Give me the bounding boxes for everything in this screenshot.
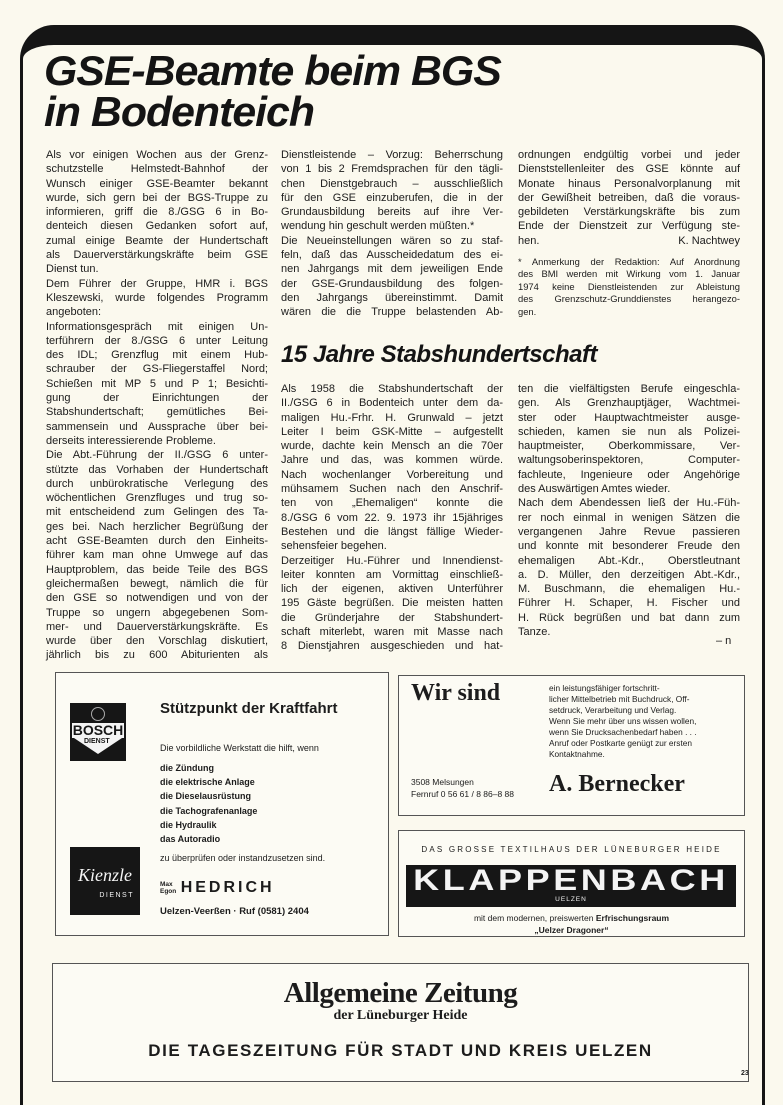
text-line: ges bei. Nach herzlicher Begrüßung der: [46, 520, 268, 533]
text-line: des IDL; Grenzflug mit einem Hub-: [46, 349, 268, 362]
hedrich-address: Uelzen-Veerßen · Ruf (0581) 2404: [160, 906, 309, 917]
text-line: ehemaligen Abt.-Kdr., Oberstleutnant: [518, 554, 740, 567]
final-word: hen.: [518, 234, 540, 247]
text-line: vergangenen Jahre Revue passieren: [518, 525, 740, 538]
text-line: schrauber der GS-Fliegerstaffel Nord;: [46, 363, 268, 376]
hedrich-name-block: [160, 879, 275, 897]
article2-column-1: [281, 382, 503, 654]
text-line: Bestehen und die längst fällige Wieder-: [281, 525, 503, 538]
article2-column-2: [518, 382, 740, 639]
text-line: lich der eigenen, aktiven Unterführer: [281, 583, 503, 596]
text-line: wendung hin geschult werden müßten.*: [281, 220, 475, 233]
text-line: stützte das Vorhaben der Hundertschaft: [46, 463, 268, 476]
hedrich-name: HEDRICH: [180, 879, 275, 896]
text-line: den GSE so notwendigen und von der: [46, 592, 268, 605]
first-name: Max: [160, 881, 173, 888]
text-line: zumal einige Beamte der Hundertschaft: [46, 234, 268, 247]
text-line: des Grenzschutz-Grunddienstes herangezo-: [518, 293, 740, 305]
text-line: terführern der 8./GSG 6 unter Leitung: [46, 334, 268, 347]
ad-line1: [399, 913, 744, 923]
text-line: Als 1958 die Stabshundertschaft der: [281, 383, 503, 395]
text-line: Kleszewski, wurde folgendes Programm: [46, 291, 268, 304]
text-line: Grundausbildung bereits auf ihre Ver-: [281, 206, 503, 219]
ad-text-line: wenn Sie Drucksachenbedarf haben . . .: [549, 727, 697, 737]
text-line: durch unbürokratische Verlegung des: [46, 477, 268, 490]
paragraph: [518, 148, 740, 234]
text-line: wöchentlichen Grenzfluges und trug so-: [46, 492, 268, 505]
text-line: acht GSE-Beamten durch den Einheits-: [46, 535, 268, 548]
text-line: maligen Hu.-Frhr. H. Grunwald – jetzt: [281, 411, 503, 424]
ad-allgemeine-zeitung: [52, 963, 749, 1082]
article1-author: K. Nachtwey: [678, 234, 740, 247]
text-line: der GSE-Grundausbildung des folgen-: [281, 277, 503, 290]
paragraph: [46, 148, 268, 277]
bosch-logo-sub: DIENST: [84, 738, 110, 745]
paragraph: [518, 382, 740, 496]
text-line: wurde, dachte kein Mensch an die 70er: [281, 440, 503, 453]
text-line: Derzeitiger Hu.-Führer und Innendienst-: [281, 554, 503, 567]
ad-outro: zu überprüfen oder instandzusetzen sind.: [160, 853, 326, 863]
text-line: ten von „Ehemaligen“ konnte die: [281, 497, 503, 510]
text-line: gung der Einrichtungen der: [46, 392, 268, 405]
text-line: nen Jahrgangs mit dem jeweiligen Ende: [281, 263, 503, 276]
text-line: ordnungen endgültig vorbei und jeder: [518, 149, 740, 161]
text-line: ster oder Hauptwachtmeister ausge-: [518, 411, 740, 424]
paragraph: [281, 554, 503, 654]
text-line: informieren, griff die 8./GSG 6 in Bo-: [46, 206, 268, 219]
klappenbach-city: UELZEN: [555, 896, 587, 903]
text-line: 8./GSG 6 vom 22. 9. 1973 ihr 15jähriges: [281, 511, 503, 524]
paragraph: [46, 277, 268, 320]
text-line: mer- und Dauerverstärkungskräfte. Es: [46, 620, 268, 633]
text-line: 8 Dienstjahren ausgeschieden und hat-: [281, 640, 503, 653]
ad-company-name: A. Bernecker: [549, 771, 685, 797]
text-line: fachleute, Ingenieure oder Angehörige: [518, 468, 740, 481]
newspaper-subtitle: der Lüneburger Heide: [333, 1008, 468, 1023]
text-line: feln, daß das Ausscheidedatum des ei-: [281, 249, 503, 262]
klappenbach-banner: [406, 865, 736, 907]
text-line: wurde über den Vorschlag diskutiert,: [46, 635, 268, 648]
paragraph: [518, 256, 740, 318]
text-line: 195 Gäste begrüßen. Die meisten hatten: [281, 597, 503, 610]
ad-bernecker: [398, 675, 745, 816]
text-line: Die Abt.-Führung der II./GSG 6 unter-: [46, 449, 268, 462]
ad-text-line: setdruck, Verarbeitung und Verlag.: [549, 705, 677, 715]
text-line: von 1 bis 2 Fremdsprachen für den tägli-: [281, 163, 503, 176]
ad-title: Stützpunkt der Kraftfahrt: [160, 700, 338, 717]
ad-text-line: Wenn Sie mehr über uns wissen wollen,: [549, 716, 697, 726]
paragraph: [281, 148, 503, 234]
text-line: wurde, sich gern bei der BGS-Truppe zu: [46, 191, 268, 204]
paragraph: [281, 234, 503, 320]
article1-signoff: [518, 234, 740, 248]
newspaper-title: Allgemeine Zeitung: [283, 977, 518, 1009]
paragraph: [46, 448, 268, 662]
text-line: Leiter I beim GSK-Mitte – aufgestellt: [281, 425, 503, 438]
text-line: wären die die Truppe belastenden Ab-: [281, 306, 503, 319]
text-line: Nach dem Abendessen ließ der Hu.-Füh-: [518, 497, 740, 510]
ad-line2: „Uelzer Dragoner“: [534, 925, 609, 935]
text-line: gen.: [518, 305, 537, 317]
ad-text-line: Anruf oder Postkarte genügt zur ersten: [549, 738, 692, 748]
text-line: mühsamem Suchen nach den Anschrif-: [281, 483, 503, 496]
bosch-chevron: [74, 738, 122, 754]
text-line: Führer H. Schaper, H. Fischer und: [518, 597, 740, 610]
text-line: als Dauerverstärkungskräfte beim GSE: [46, 249, 268, 262]
ad-klappenbach: [398, 830, 745, 937]
article1-column-2: [281, 148, 503, 320]
signoff-line: [518, 234, 740, 248]
article2-author: – n: [716, 635, 732, 647]
text-line: des BMI werden mit Wirkung vom 1. Januar: [518, 268, 740, 280]
page-number: 23: [741, 1070, 749, 1077]
text-line: angeboten:: [46, 306, 102, 319]
service-item: die Tachografenanlage: [160, 805, 258, 816]
bosch-logo: [70, 703, 126, 761]
text-line: rer noch einmal in wenigen Sätzen die: [518, 511, 740, 524]
text-line: Dienstleistende – Vorzug: Beherrschung: [281, 149, 503, 161]
text-line: Informationsgespräch mit einigen Un-: [46, 320, 268, 333]
text-line: Jahre und das, was kommen würde.: [281, 454, 503, 467]
text-line: des Auswärtigen Amtes wieder.: [518, 483, 671, 496]
text-line: Nach wochenlanger Vorbereitung und: [281, 468, 503, 481]
text-line: leiter konnten am Vormittag einschließ-: [281, 568, 503, 581]
text-line: Truppe so ungern abgegebenen Som-: [46, 606, 268, 619]
newspaper-slogan: DIE TAGESZEITUNG FÜR STADT UND KREIS UELZEN: [148, 1041, 653, 1060]
text-line: führer kam man ohne Umwege auf das: [46, 549, 268, 562]
article2-headline: 15 Jahre Stabshundertschaft: [281, 341, 597, 368]
text-line: Dienststellenleiter des GSE könnte auf: [518, 163, 740, 176]
text-line: * Anmerkung der Redaktion: Auf Anordnung: [518, 256, 740, 267]
service-item: das Autoradio: [160, 834, 221, 845]
text-line: hauptmeister, Oberkommissare, Ver-: [518, 440, 740, 453]
line-bold: Erfrischungsraum: [595, 913, 670, 923]
text-line: jährlich bis zu 600 Abiturienten als: [46, 649, 268, 662]
text-line: Dienst tun.: [46, 263, 99, 276]
ad-text-line: ein leistungsfähiger fortschritt-: [549, 683, 660, 693]
text-line: Dem Führer der Gruppe, HMR i. BGS: [46, 277, 268, 290]
text-line: II./GSG 6 in Bodenteich unter dem da-: [281, 397, 503, 410]
ad-text-line: licher Mittelbetrieb mit Buchdruck, Off-: [549, 694, 690, 704]
ad-phone: Fernruf 0 56 61 / 8 86–8 88: [411, 789, 515, 799]
text-line: schieden, kamen sie nun als Polizei-: [518, 425, 740, 438]
text-line: 1974 keine Dienstleistenden zur Ableistung: [518, 280, 740, 292]
text-line: schaft miterlebt, waren mit Masse nach: [281, 626, 503, 639]
text-line: gebildeten Verstärkungskräfte bis zum: [518, 206, 740, 219]
text-line: die Gründerjahre der Stabshundert-: [281, 611, 503, 624]
ad-text-line: Kontaktnahme.: [549, 749, 605, 759]
text-line: Hauptproblem, das beide Teile des BGS: [46, 563, 268, 576]
article1-column-3: [518, 148, 740, 234]
kienzle-logo: [70, 847, 140, 915]
text-line: mit entscheidend zum Gelingen des Ta-: [46, 506, 268, 519]
text-line: schutzstelle Helmstedt-Bahnhof der: [46, 163, 268, 176]
text-line: und konnte mit besonderer Freude den: [518, 540, 740, 553]
kienzle-logo-sub: DIENST: [99, 892, 134, 899]
text-line: waltungsoberinspektoren, Computer-: [518, 454, 740, 467]
text-line: gleichermaßen bewegt, nämlich die für: [46, 577, 268, 590]
headline-line: in Bodenteich: [44, 88, 314, 135]
text-line: Schießen mit MP 5 und P 1; Besichti-: [46, 377, 268, 390]
text-line: Tanze.: [518, 626, 551, 639]
text-line: für den GSE einzuberufen, die in der: [281, 191, 503, 204]
text-line: derseits interessierende Probleme.: [46, 434, 216, 447]
text-line: Die Neueinstellungen wären so zu staf-: [281, 234, 503, 247]
ad-intro: Die vorbildliche Werkstatt die hilft, wenn: [160, 743, 319, 753]
bosch-logo-text: BOSCH: [72, 722, 124, 738]
text-line: sehensfeier begehen.: [281, 540, 387, 553]
paragraph: [281, 382, 503, 554]
kienzle-logo-text: Kienzle: [78, 865, 132, 885]
text-line: den Jahrgangs übereinstimmt. Damit: [281, 291, 503, 304]
service-item: die Dieselausrüstung: [160, 791, 252, 802]
text-line: gen. Als Grenzhauptjäger, Wachtmei-: [518, 397, 740, 410]
service-item: die Hydraulik: [160, 819, 217, 830]
text-line: Stabshundertschaft; gemütliches Bei-: [46, 406, 268, 419]
headline-line: GSE-Beamte beim BGS: [44, 47, 501, 94]
text-line: Wunsch einiger GSE-Beamter bekannt: [46, 177, 268, 190]
ad-hedrich: [55, 672, 389, 936]
ad-text: [549, 683, 697, 760]
ad-headline: Wir sind: [411, 680, 501, 706]
ad-city: 3508 Melsungen: [411, 777, 474, 787]
paragraph: [518, 496, 740, 639]
text-line: sammensein und Aussprache über bei-: [46, 420, 268, 433]
text-line: der Gewißheit betreiben, daß die voraus-: [518, 191, 740, 204]
first-name: Egon: [160, 888, 177, 895]
text-line: M. Buschmann, die ehemaligen Hu.-: [518, 583, 740, 596]
text-line: a. D. Müller, den derzeitigen Abt.-Kdr.,: [518, 568, 740, 581]
bosch-emblem-icon: [91, 707, 105, 721]
text-line: denteich diesen Gedanken sofort auf,: [46, 220, 268, 233]
text-line: H. Rück begrüßen und bat dann zum: [518, 611, 740, 624]
text-line: Ende der Dienstzeit zur Verfügung ste-: [518, 220, 740, 233]
service-item: die elektrische Anlage: [160, 777, 255, 788]
klappenbach-name: KLAPPENBACH: [413, 864, 729, 897]
article1-column-1: [46, 148, 268, 663]
text-line: Als vor einigen Wochen aus der Grenz-: [46, 149, 268, 161]
ad-tagline: DAS GROSSE TEXTILHAUS DER LÜNEBURGER HEIDE: [421, 845, 722, 854]
service-item: die Zündung: [160, 763, 214, 773]
service-list: [160, 761, 257, 846]
text-line: ten die vielfältigsten Berufe eingeschla-: [518, 383, 740, 395]
article1-headline: [44, 47, 501, 135]
line-prefix: mit dem modernen, preiswerten: [473, 913, 596, 923]
text-line: chen Dienstgebrauch – ausschließlich: [281, 177, 503, 190]
text-line: Monate hinaus Personalvorplanung mit: [518, 177, 740, 190]
article1-footnote: [518, 256, 740, 318]
paragraph: [46, 320, 268, 449]
